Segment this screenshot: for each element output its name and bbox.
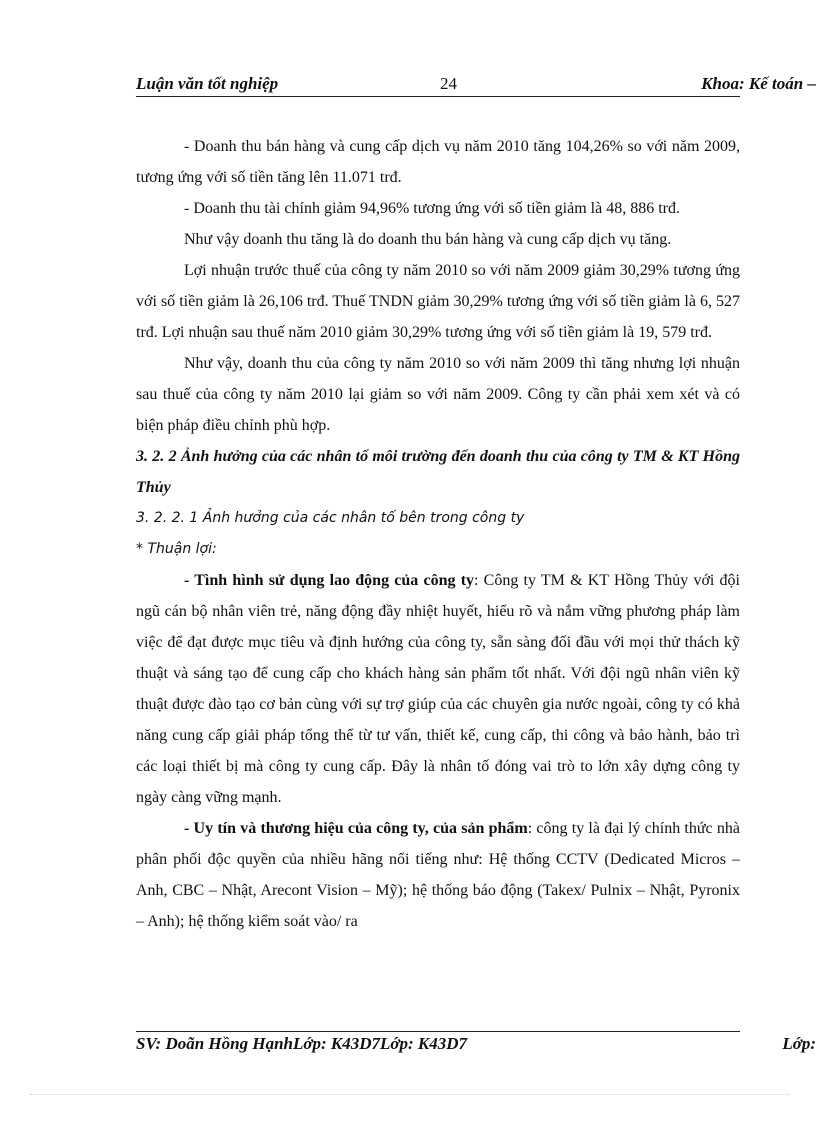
footer-divider	[136, 1031, 740, 1032]
section-heading: 3. 2. 2 Ảnh hưởng của các nhân tố môi trường đến doanh thu của công ty TM & KT Hồng Thủy	[136, 448, 740, 496]
paragraph-revenue-summary: Như vậy doanh thu tăng là do doanh thu bán hàng và cung cấp dịch vụ tăng.	[184, 231, 672, 248]
document-body	[136, 131, 740, 937]
paragraph-financial-revenue: - Doanh thu tài chính giảm 94,96% tương ứng với số tiền giảm là 48, 886 trđ.	[184, 200, 680, 217]
header-divider	[136, 96, 740, 97]
page-bottom-dotted-line	[30, 1094, 790, 1095]
page-footer	[136, 1034, 816, 1056]
brand-title: - Uy tín và thương hiệu của công ty, của sản phẩm	[184, 820, 528, 837]
student-info: SV: Doãn Hồng HạnhLớp: K43D7Lớp: K43D7	[136, 1034, 468, 1053]
page-header	[136, 74, 816, 96]
subsection-heading: 3. 2. 2. 1 Ảnh hưởng của các nhân tố bên trong công ty	[136, 510, 525, 526]
paragraph-labor	[136, 565, 740, 813]
faculty-label: Khoa: Kế toán –	[701, 74, 816, 93]
paragraph-profit: Lợi nhuận trước thuế của công ty năm 2010 so với năm 2009 giảm 30,29% tương ứng với số tiền giảm là 26,106 trđ. Thuế TNDN giảm 30,29% tương ứng với số tiền giảm là 6, 527 trđ. Lợi nhuận sau thuế năm 2010 giảm 30,29% tương ứng với số tiền giảm là 19, 579 trđ.	[136, 262, 740, 341]
brand-text: : công ty là đại lý chính thức nhà phân phối độc quyền của nhiều hãng nổi tiếng như: Hệ thống CCTV (Dedicated Micros –Anh, CBC – Nhật, Arecont Vision – Mỹ); hệ thống báo động (Takex/ Pulnix – Nhật, Pyronix – Anh); hệ thống kiểm soát vào/ ra	[136, 820, 740, 930]
paragraph-brand	[136, 813, 740, 937]
labor-title: - Tình hình sử dụng lao động của công ty	[184, 572, 475, 589]
paragraph-conclusion: Như vậy, doanh thu của công ty năm 2010 so với năm 2009 thì tăng nhưng lợi nhuận sau thuế của công ty năm 2010 lại giảm so với năm 2009. Công ty cần phải xem xét và có biện pháp điều chỉnh phù hợp.	[136, 355, 740, 434]
class-label: Lớp:	[782, 1034, 816, 1053]
advantages-label: * Thuận lợi:	[136, 541, 217, 557]
page-number: 24	[440, 74, 457, 93]
thesis-title: Luận văn tốt nghiệp	[136, 74, 279, 93]
paragraph-sales-revenue: - Doanh thu bán hàng và cung cấp dịch vụ năm 2010 tăng 104,26% so với năm 2009, tương ứng với số tiền tăng lên 11.071 trđ.	[136, 138, 740, 186]
labor-text: : Công ty TM & KT Hồng Thủy với đội ngũ cán bộ nhân viên trẻ, năng động đầy nhiệt huyết, hiểu rõ và nắm vững phương pháp làm việc để đạt được mục tiêu và định hướng của công ty, sẵn sàng đối đầu với mọi thử thách kỹ thuật và sáng tạo để cung cấp cho khách hàng sản phẩm tốt nhất. Với đội ngũ nhân viên kỹ thuật được đào tạo cơ bản cùng với sự trợ giúp của các chuyên gia nước ngoài, công ty có khả năng cung cấp giải pháp tổng thể từ tư vấn, thiết kế, cung cấp, thi công và bảo hành, bảo trì các loại thiết bị mà công ty cung cấp. Đây là nhân tố đóng vai trò to lớn xây dựng công ty ngày càng vững mạnh.	[136, 572, 740, 806]
